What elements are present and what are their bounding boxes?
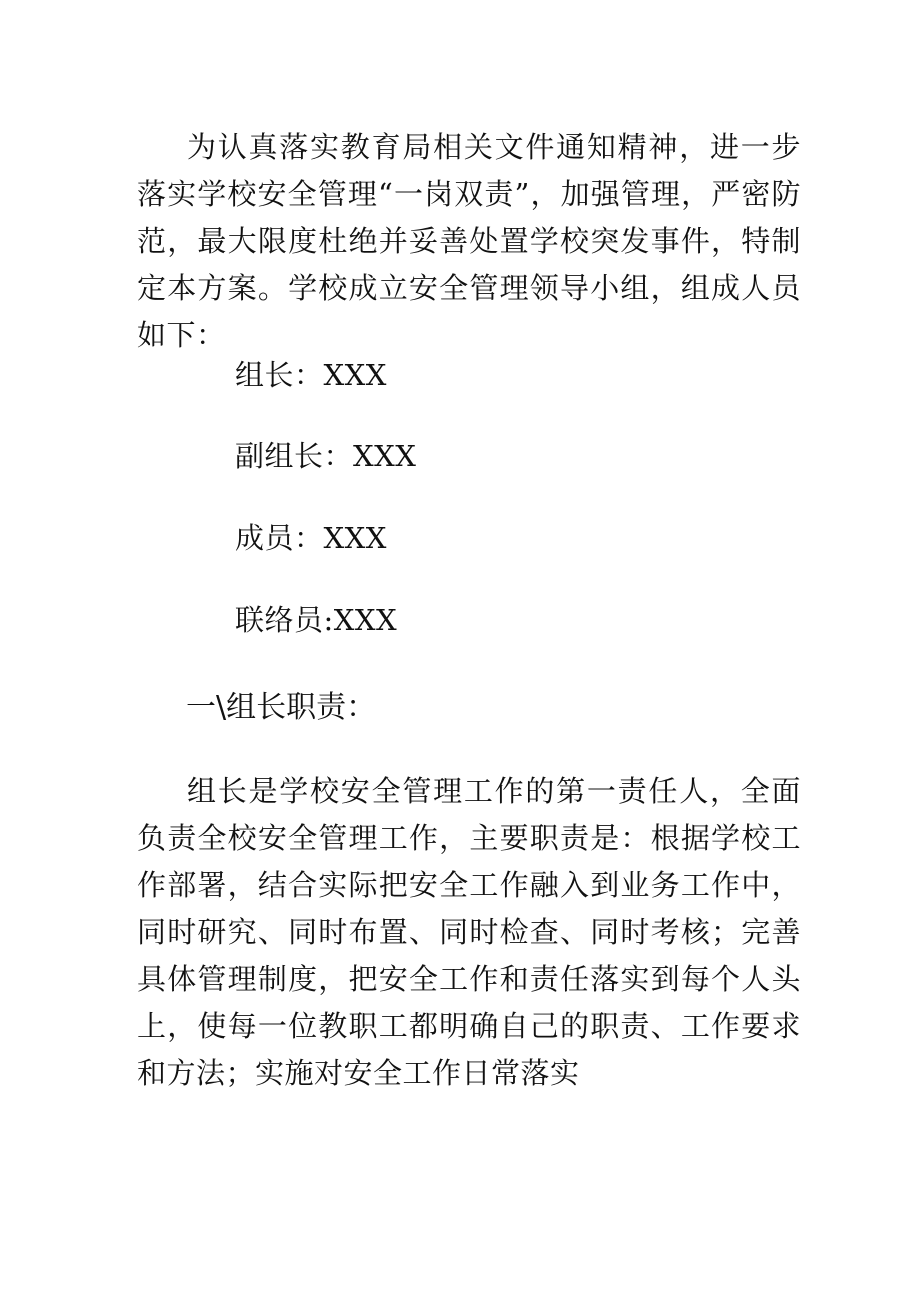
section-heading: 一\组长职责： bbox=[186, 690, 377, 725]
intro-paragraph: 为认真落实教育局相关文件通知精神，进一步落实学校安全管理“一岗双责”，加强管理，严密防范，最大限度杜绝并妥善处置学校突发事件，特制定本方案。学校成立安全管理领导小组，组成人员如下： bbox=[137, 130, 801, 352]
member-members: 成员：XXX bbox=[235, 521, 387, 555]
member-deputy-leader: 副组长：XXX bbox=[235, 439, 417, 473]
member-leader: 组长：XXX bbox=[235, 358, 387, 392]
leader-duty-paragraph: 组长是学校安全管理工作的第一责任人，全面负责全校安全管理工作，主要职责是：根据学校工作部署，结合实际把安全工作融入到业务工作中，同时研究、同时布置、同时检查、同时考核；完善具体管理制度，把安全工作和责任落实到每个人头上，使每一位教职工都明确自己的职责、工作要求和方法；实施对安全工作日常落实 bbox=[137, 774, 801, 1090]
member-liaison: 联络员:XXX bbox=[235, 603, 398, 637]
